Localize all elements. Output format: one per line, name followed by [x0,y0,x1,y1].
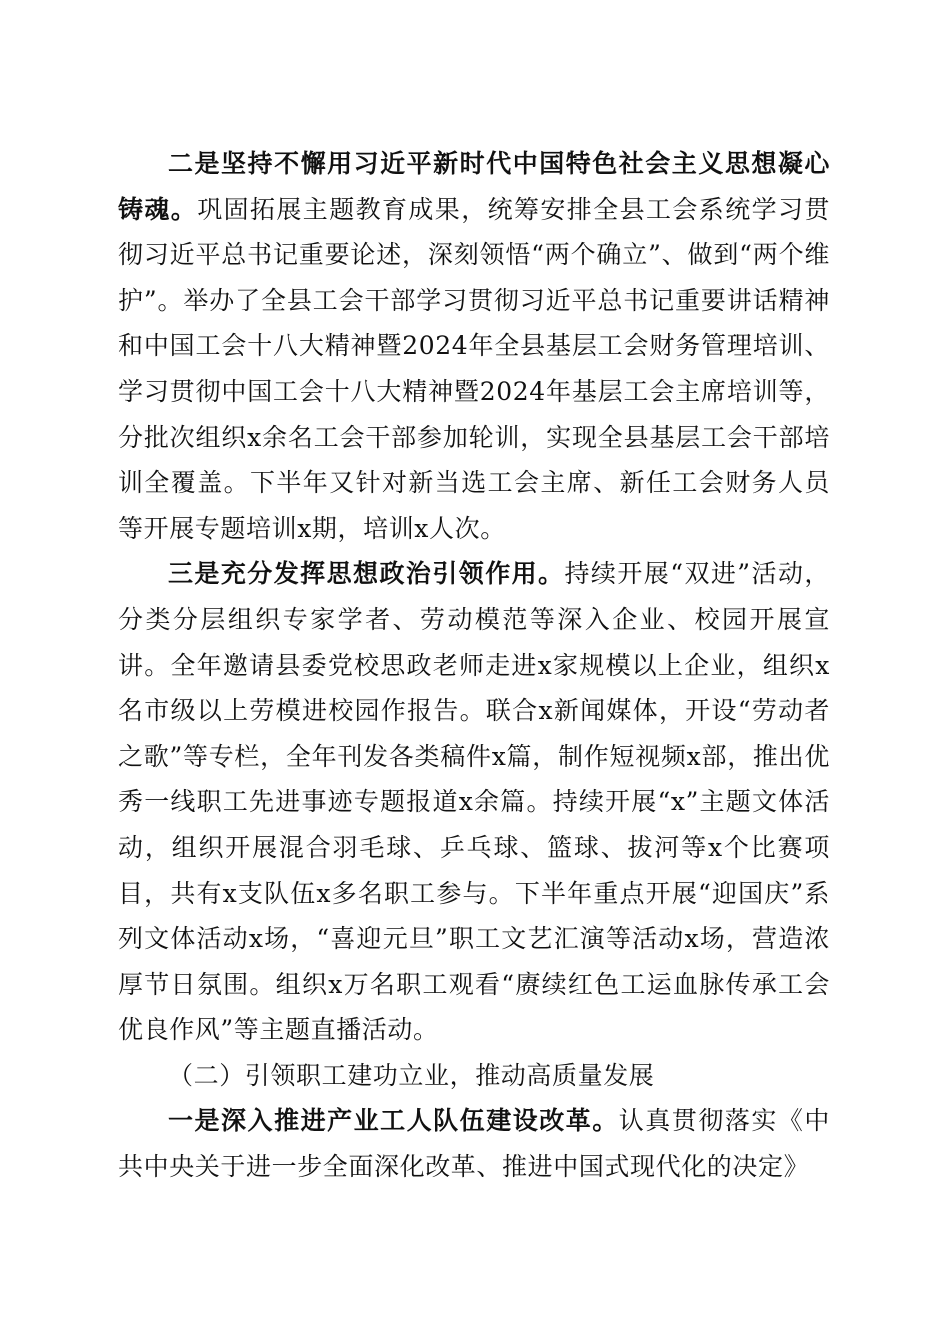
document-body [118,141,830,1190]
paragraph-lead: 三是充分发挥思想政治引领作用。 [168,559,565,589]
paragraph-text: 持续开展“双进”活动，分类分层组织专家学者、劳动模范等深入企业、校园开展宣讲。全年邀请县委党校思政老师走进x家规模以上企业，组织x名市级以上劳模进校园作报告。联合x新闻媒体，开设“劳动者之歌”等专栏，全年刊发各类稿件x篇，制作短视频x部，推出优秀一线职工先进事迹专题报道x余篇。持续开展“x”主题文体活动，组织开展混合羽毛球、乒乓球、篮球、拔河等x个比赛项目，共有x支队伍x多名职工参与。下半年重点开展“迎国庆”系列文体活动x场，“喜迎元旦”职工文艺汇演等活动x场，营造浓厚节日氛围。组织x万名职工观看“赓续红色工运血脉传承工会优良作风”等主题直播活动。 [118,559,830,1045]
paragraph-ideological-soul [118,141,830,551]
section-heading: （二）引领职工建功立业，推动高质量发展 [168,1060,655,1090]
paragraph-political-guidance [118,551,830,1053]
paragraph-text: 巩固拓展主题教育成果，统筹安排全县工会系统学习贯彻习近平总书记重要论述，深刻领悟“两个确立”、做到“两个维护”。举办了全县工会干部学习贯彻习近平总书记重要讲话精神和中国工会十八大精神暨2024年全县基层工会财务管理培训、学习贯彻中国工会十八大精神暨2024年基层工会主席培训等，分批次组织x余名工会干部参加轮训，实现全县基层工会干部培训全覆盖。下半年又针对新当选工会主席、新任工会财务人员等开展专题培训x期，培训x人次。 [118,194,830,543]
paragraph-industrial-workers-reform [118,1098,830,1189]
paragraph-text: 认真贯彻落实《中共中央关于进一步全面深化改革、推进中国式现代化的决定》 [118,1106,830,1182]
paragraph-lead: 二是坚持不懈用习近平新时代中国特色社会主义思想凝心铸魂。 [118,149,830,224]
paragraph-lead: 一是深入推进产业工人队伍建设改革。 [168,1106,619,1136]
